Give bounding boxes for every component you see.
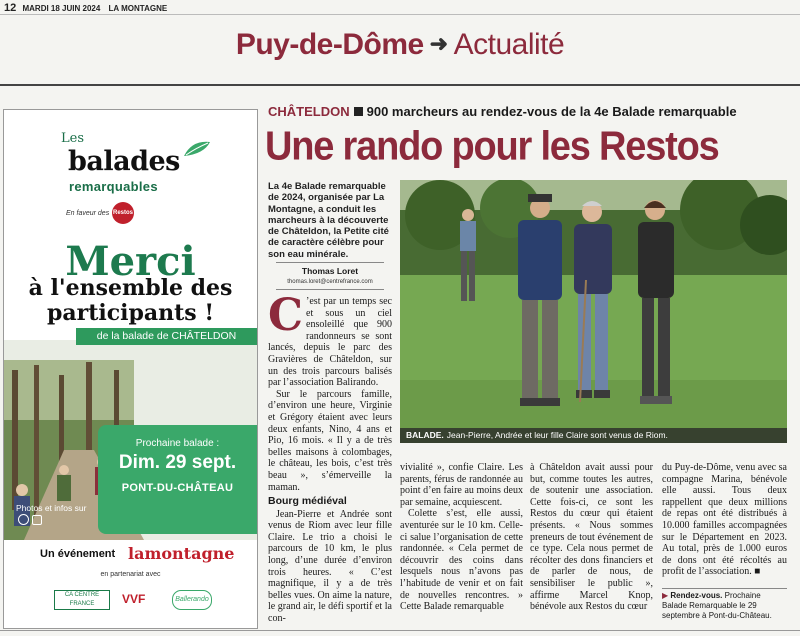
ad-ensemble: à l'ensemble des participants ! bbox=[28, 275, 233, 326]
paragraph: vivialité », confie Claire. Les parents, férus de randonnée au point d’en faire au moins deux par semaine, acquiescent. bbox=[400, 462, 523, 508]
ad-logo-les: Les bbox=[61, 131, 84, 146]
issue-date: MARDI 18 JUIN 2024 bbox=[22, 4, 101, 13]
divider bbox=[0, 630, 800, 631]
divider bbox=[276, 262, 384, 263]
sponsor-ballerando-logo: Ballerando bbox=[172, 590, 212, 610]
divider bbox=[0, 84, 800, 86]
paragraph: Jean-Pierre et Andrée sont venus de Riom avec leur fille Claire. Le trio a choisi le parcours de 10 km, le plus long, d’une durée d’environ trois heures. « C’est magnifique, il y a de très belles vues. On aime la nature, le grand air, le défi sportif et la con- bbox=[268, 508, 392, 625]
divider bbox=[0, 14, 800, 15]
instagram-icon bbox=[32, 515, 42, 525]
paragraph-text: ’est par un temps sec et sous un ciel ensoleillé que 900 randonneurs se sont lancés, depuis le parc des Gravières de Châteldon, sur un des trois parcours balisés par l’association Balirando. bbox=[268, 296, 392, 389]
running-header bbox=[4, 2, 796, 14]
article-author: Thomas Loret bbox=[301, 266, 359, 276]
photo-caption bbox=[400, 428, 787, 443]
ad-photos-infos-text: Photos et infos sur bbox=[16, 503, 87, 513]
subheading: Bourg médiéval bbox=[268, 495, 347, 508]
kicker-text: 900 marcheurs au rendez-vous de la 4e Balade remarquable bbox=[366, 104, 737, 119]
ad-prochaine-date: Dim. 29 sept. bbox=[118, 452, 237, 473]
ad-prochaine-label: Prochaine balade : bbox=[135, 438, 220, 449]
article-column-1 bbox=[268, 290, 392, 625]
facebook-icon bbox=[18, 514, 29, 525]
article-column-2 bbox=[400, 462, 523, 613]
ad-balade-de-banner: de la balade de CHÂTELDON bbox=[76, 328, 257, 345]
article-column-4 bbox=[662, 462, 787, 578]
ad-logo-balades: balades bbox=[68, 146, 180, 177]
caption-label: BALADE. bbox=[406, 430, 444, 440]
article-photo bbox=[400, 180, 787, 443]
arrow-right-icon: ➜ bbox=[429, 31, 448, 56]
sponsor-vvf-logo: VVF bbox=[122, 592, 146, 606]
leaf-icon bbox=[182, 138, 212, 160]
sponsor-credit-agricole-logo: CA CENTRE FRANCE bbox=[54, 590, 110, 610]
rdv-text: Prochaine Balade Remarquable le 29 septembre à Pont-du-Château. bbox=[662, 591, 772, 620]
square-bullet-icon bbox=[354, 107, 363, 116]
section-title: Puy-de-Dôme bbox=[235, 28, 424, 61]
rendez-vous-box bbox=[662, 591, 787, 621]
la-montagne-logo: lamontagne bbox=[128, 544, 235, 563]
ad-en-faveur: En faveur des bbox=[66, 210, 110, 217]
page-number: 12 bbox=[4, 2, 17, 14]
ad-merci: Merci bbox=[65, 238, 196, 285]
paragraph bbox=[268, 290, 392, 389]
kicker-city: CHÂTELDON bbox=[268, 104, 350, 119]
divider bbox=[662, 588, 787, 589]
section-header bbox=[0, 28, 800, 62]
article-kicker bbox=[268, 104, 737, 119]
section-subtitle: Actualité bbox=[453, 28, 565, 61]
paragraph: du Puy-de-Dôme, venu avec sa compagne Marina, bénévole elle aussi. Tous deux rappellent que deux millions de repas ont été distribués à 10.000 familles accompagnées sur le Département en 2023. Au total, près de 1.000 euros de dons ont été récoltés au profit de l’association. ■ bbox=[662, 462, 787, 578]
paragraph: à Châteldon avait aussi pour but, comme toutes les autres, de soutenir une association. Cette fois-ci, ce sont les Restos du cœur qui étaient présents. « Nous sommes preneurs de tout événement de ce type. Cela nous permet de récolter des dons financiers et de parler de nous, de sensibiliser le public », affirme Marcel Knop, bénévole aux Restos du cœur bbox=[530, 462, 653, 613]
drop-cap: C bbox=[268, 290, 304, 341]
paragraph: Sur le parcours famille, d’environ une heure, Virginie et Grégory étaient avec leurs deux enfants, Nino, 4 ans et Pio, 16 mois. « Il y a de très belles maisons à colombages, le château, les bois, c’est très beau », s’émerveille la maman. bbox=[268, 388, 392, 493]
ad-photos-infos bbox=[16, 503, 96, 527]
ad-prochaine-lieu: PONT-DU-CHÂTEAU bbox=[121, 482, 234, 494]
advertisement-panel bbox=[3, 109, 258, 629]
article-author-email: thomas.loret@centrefrance.com bbox=[287, 279, 373, 285]
ad-partenariat: en partenariat avec bbox=[100, 571, 161, 578]
article-lead: La 4e Balade remarquable de 2024, organisée par La Montagne, a conduit les marcheurs à la découverte de Châteldon, la Petite cité de caractère célèbre pour son eau minérale. bbox=[268, 181, 389, 260]
triangle-bullet-icon: ▶ bbox=[662, 591, 669, 600]
publication-name: LA MONTAGNE bbox=[108, 4, 168, 13]
article-column-3 bbox=[530, 462, 653, 613]
paragraph: Colette s’est, elle aussi, aventurée sur le 10 km. Celle-ci salue l’organisation de cette randonnée. « Cela permet de découvrir des coins dans lesquels nous n’avons pas l’habitude de venir et on fait de nouvelles rencontres. » Cette Balade remarquable bbox=[400, 508, 523, 613]
restos-logo: Restos bbox=[112, 202, 134, 224]
caption-text: Jean-Pierre, Andrée et leur fille Claire sont venus de Riom. bbox=[446, 430, 668, 440]
rdv-label: Rendez-vous. bbox=[670, 591, 723, 600]
article-headline: Une rando pour les Restos bbox=[265, 124, 719, 170]
ad-logo-remarquables: remarquables bbox=[69, 179, 158, 194]
ad-evenement: Un événement bbox=[40, 548, 116, 560]
